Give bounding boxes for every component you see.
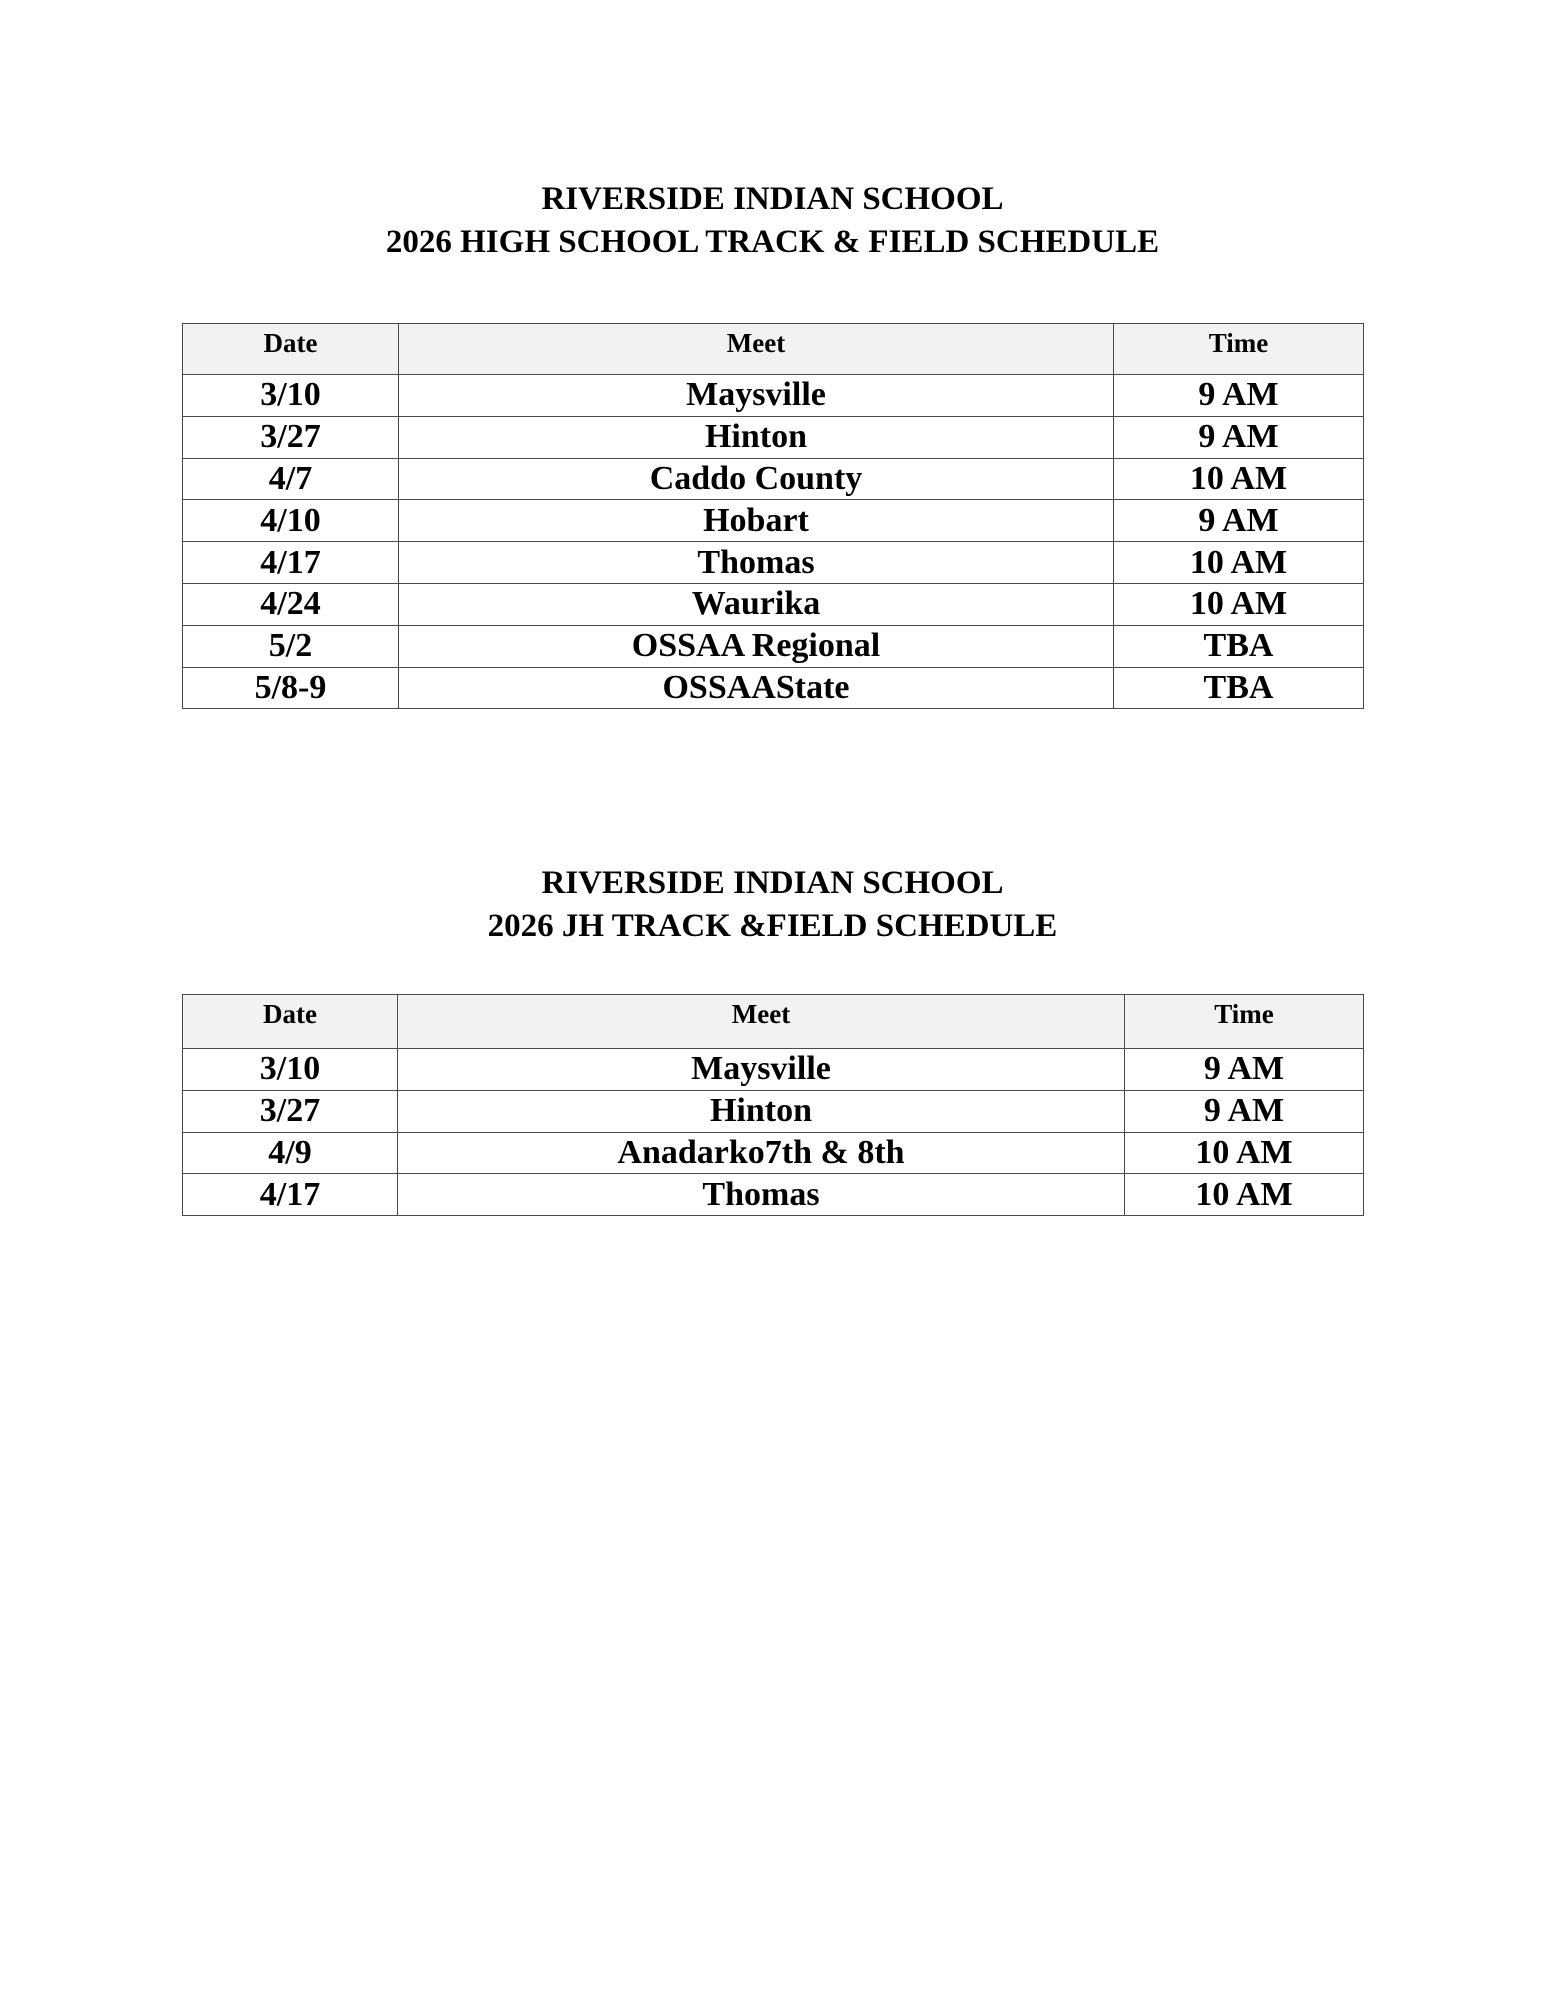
table-row — [183, 1132, 1364, 1174]
table-row — [183, 625, 1364, 667]
table-row — [183, 458, 1364, 500]
cell-time: 9 AM — [1114, 375, 1364, 417]
cell-meet: Anadarko7th & 8th — [398, 1132, 1125, 1174]
cell-date: 4/7 — [183, 458, 399, 500]
cell-meet: Thomas — [399, 542, 1114, 584]
table-row — [183, 416, 1364, 458]
cell-meet: Hinton — [399, 416, 1114, 458]
cell-date: 4/10 — [183, 500, 399, 542]
cell-time: 10 AM — [1114, 542, 1364, 584]
cell-date: 4/9 — [183, 1132, 398, 1174]
cell-time: TBA — [1114, 625, 1364, 667]
cell-date: 3/27 — [183, 1090, 398, 1132]
cell-meet: Maysville — [399, 375, 1114, 417]
cell-time: 10 AM — [1114, 458, 1364, 500]
table-header-row — [183, 324, 1364, 375]
column-header-time: Time — [1125, 995, 1364, 1049]
hs-schedule-table — [182, 323, 1364, 709]
cell-time: 10 AM — [1125, 1132, 1364, 1174]
cell-date: 4/24 — [183, 583, 399, 625]
cell-date: 3/10 — [183, 375, 399, 417]
table-row — [183, 583, 1364, 625]
cell-meet: Caddo County — [399, 458, 1114, 500]
cell-date: 4/17 — [183, 1174, 398, 1216]
cell-time: 9 AM — [1125, 1090, 1364, 1132]
cell-meet: OSSAA Regional — [399, 625, 1114, 667]
cell-meet: Thomas — [398, 1174, 1125, 1216]
cell-meet: Hinton — [398, 1090, 1125, 1132]
cell-date: 5/8-9 — [183, 667, 399, 709]
cell-meet: Maysville — [398, 1049, 1125, 1091]
cell-date: 4/17 — [183, 542, 399, 584]
hs-title-schedule: 2026 HIGH SCHOOL TRACK & FIELD SCHEDULE — [385, 224, 1160, 260]
table-row — [183, 1090, 1364, 1132]
cell-time: 9 AM — [1114, 416, 1364, 458]
table-row — [183, 1049, 1364, 1091]
cell-date: 3/27 — [183, 416, 399, 458]
column-header-time: Time — [1114, 324, 1364, 375]
cell-time: TBA — [1114, 667, 1364, 709]
hs-title-school: RIVERSIDE INDIAN SCHOOL — [541, 181, 1004, 217]
table-row — [183, 542, 1364, 584]
cell-meet: OSSAAState — [399, 667, 1114, 709]
cell-time: 9 AM — [1114, 500, 1364, 542]
jh-title-schedule: 2026 JH TRACK &FIELD SCHEDULE — [487, 908, 1058, 944]
column-header-meet: Meet — [399, 324, 1114, 375]
cell-time: 10 AM — [1125, 1174, 1364, 1216]
cell-time: 9 AM — [1125, 1049, 1364, 1091]
cell-meet: Waurika — [399, 583, 1114, 625]
column-header-date: Date — [183, 324, 399, 375]
jh-schedule-table — [182, 994, 1364, 1216]
jh-title-school: RIVERSIDE INDIAN SCHOOL — [541, 865, 1004, 901]
table-row — [183, 500, 1364, 542]
hs-schedule-title — [0, 178, 1545, 264]
table-header-row — [183, 995, 1364, 1049]
table-row — [183, 667, 1364, 709]
column-header-date: Date — [183, 995, 398, 1049]
cell-date: 5/2 — [183, 625, 399, 667]
cell-time: 10 AM — [1114, 583, 1364, 625]
column-header-meet: Meet — [398, 995, 1125, 1049]
table-row — [183, 375, 1364, 417]
cell-meet: Hobart — [399, 500, 1114, 542]
table-row — [183, 1174, 1364, 1216]
cell-date: 3/10 — [183, 1049, 398, 1091]
jh-schedule-title — [0, 862, 1545, 948]
